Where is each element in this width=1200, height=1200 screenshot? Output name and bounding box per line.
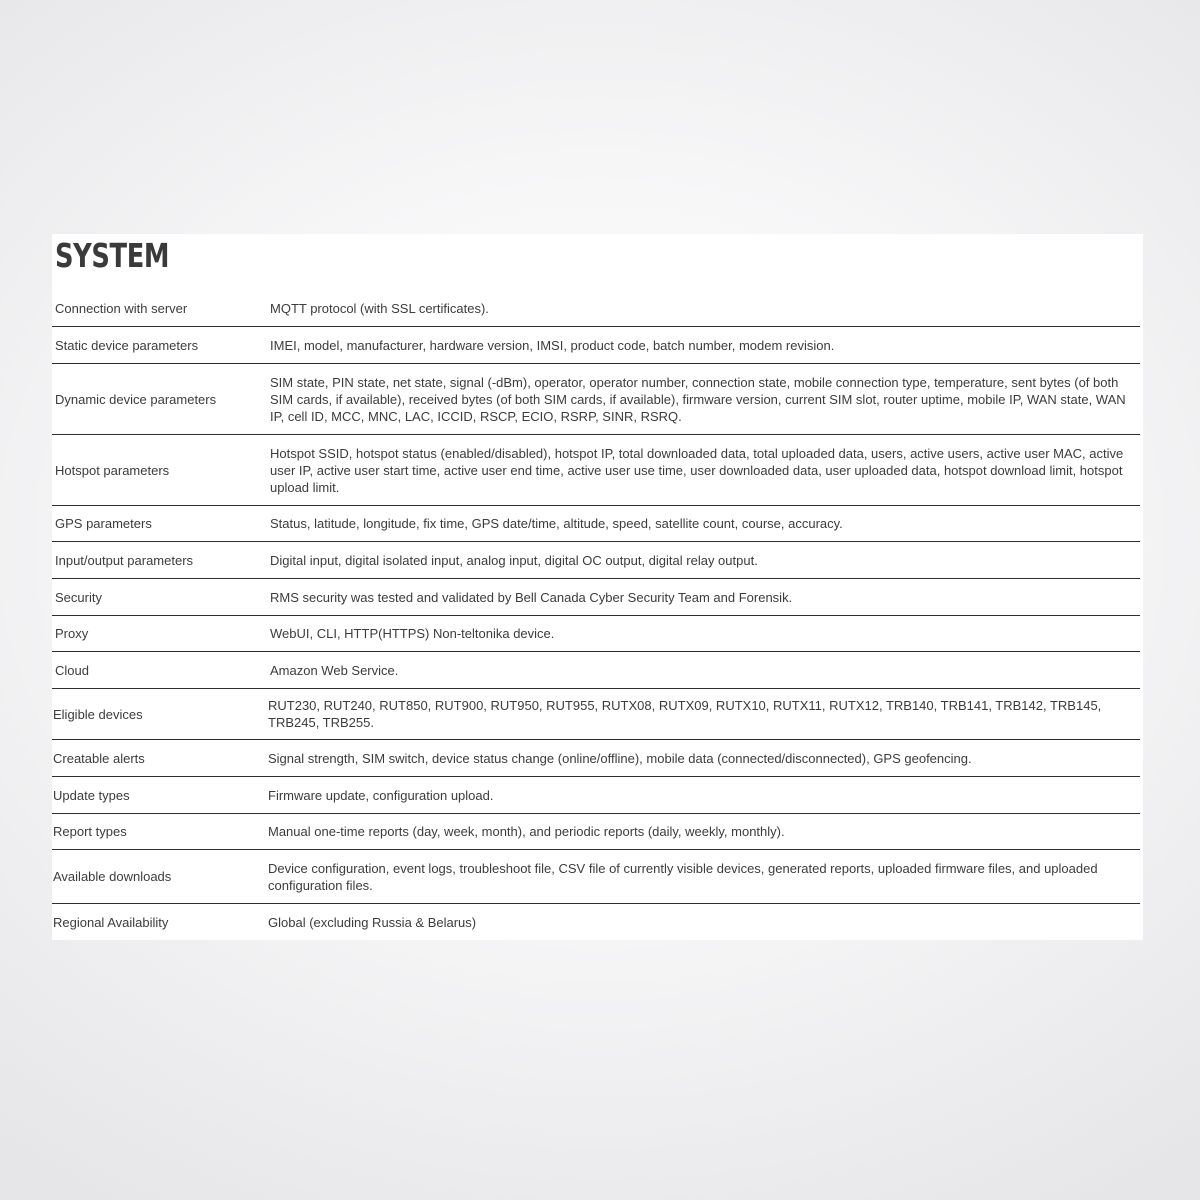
table-row <box>52 327 1140 364</box>
table-row <box>52 435 1140 506</box>
row-value: RUT230, RUT240, RUT850, RUT900, RUT950, RUT955, RUTX08, RUTX09, RUTX10, RUTX11, RUTX12, TRB140, TRB141, TRB142, TRB145, TRB245, TRB255. <box>268 698 1102 730</box>
table-row <box>52 506 1140 542</box>
system-spec-panel <box>52 234 1143 940</box>
table-row <box>52 740 1140 777</box>
row-label: Hotspot parameters <box>55 462 170 478</box>
table-row <box>52 652 1140 689</box>
table-row <box>52 364 1140 435</box>
row-value: Hotspot SSID, hotspot status (enabled/disabled), hotspot IP, total downloaded data, total uploaded data, users, active users, active user MAC, active user IP, active user start time, active user end time, active user use time, user downloaded data, user uploaded data, hotspot download limit, hotspot upload limit. <box>270 445 1124 495</box>
row-label: GPS parameters <box>55 516 152 531</box>
table-row <box>52 579 1140 616</box>
row-label: Eligible devices <box>53 706 143 722</box>
row-label: Static device parameters <box>55 337 199 353</box>
table-row <box>52 616 1140 652</box>
row-label: Regional Availability <box>53 914 169 930</box>
row-label: Input/output parameters <box>55 552 194 568</box>
row-label: Proxy <box>55 626 89 641</box>
table-row <box>52 290 1140 327</box>
table-row <box>52 777 1140 814</box>
row-label: Dynamic device parameters <box>55 391 217 407</box>
row-value: Amazon Web Service. <box>270 662 399 678</box>
row-value: Manual one-time reports (day, week, month), and periodic reports (daily, weekly, monthly). <box>268 824 785 839</box>
row-value: MQTT protocol (with SSL certificates). <box>270 300 489 316</box>
row-value: Firmware update, configuration upload. <box>268 787 494 803</box>
table-row <box>52 689 1140 740</box>
row-label: Update types <box>53 787 130 803</box>
row-value: Status, latitude, longitude, fix time, GPS date/time, altitude, speed, satellite count, course, accuracy. <box>270 516 843 531</box>
row-label: Connection with server <box>55 300 188 316</box>
row-value: WebUI, CLI, HTTP(HTTPS) Non-teltonika device. <box>270 626 555 641</box>
table-row <box>52 814 1140 850</box>
row-value: RMS security was tested and validated by Bell Canada Cyber Security Team and Forensik. <box>270 589 793 605</box>
row-value: Digital input, digital isolated input, analog input, digital OC output, digital relay output. <box>270 552 758 568</box>
table-row <box>52 904 1140 940</box>
row-value: SIM state, PIN state, net state, signal (-dBm), operator, operator number, connection state, mobile connection type, temperature, sent bytes (of both SIM cards, if available), received bytes (of both SIM cards, if available), firmware version, current SIM slot, router uptime, mobile IP, WAN state, WAN IP, cell ID, MCC, MNC, LAC, ICCID, RSCP, ECIO, RSRP, SINR, RSRQ. <box>270 374 1126 424</box>
row-label: Cloud <box>55 662 89 678</box>
table-row <box>52 850 1140 904</box>
table-row <box>52 542 1140 579</box>
row-value: Device configuration, event logs, troubleshoot file, CSV file of currently visible devices, generated reports, uploaded firmware files, and uploaded configuration files. <box>268 860 1098 893</box>
spec-table <box>52 290 1140 940</box>
row-value: Signal strength, SIM switch, device status change (online/offline), mobile data (connected/disconnected), GPS geofencing. <box>268 750 972 766</box>
row-label: Security <box>55 589 102 605</box>
row-value: IMEI, model, manufacturer, hardware version, IMSI, product code, batch number, modem revision. <box>270 337 835 353</box>
row-value: Global (excluding Russia & Belarus) <box>268 914 477 930</box>
row-label: Creatable alerts <box>53 750 145 766</box>
row-label: Report types <box>53 824 127 839</box>
row-label: Available downloads <box>53 869 172 884</box>
section-title: SYSTEM <box>55 236 170 275</box>
